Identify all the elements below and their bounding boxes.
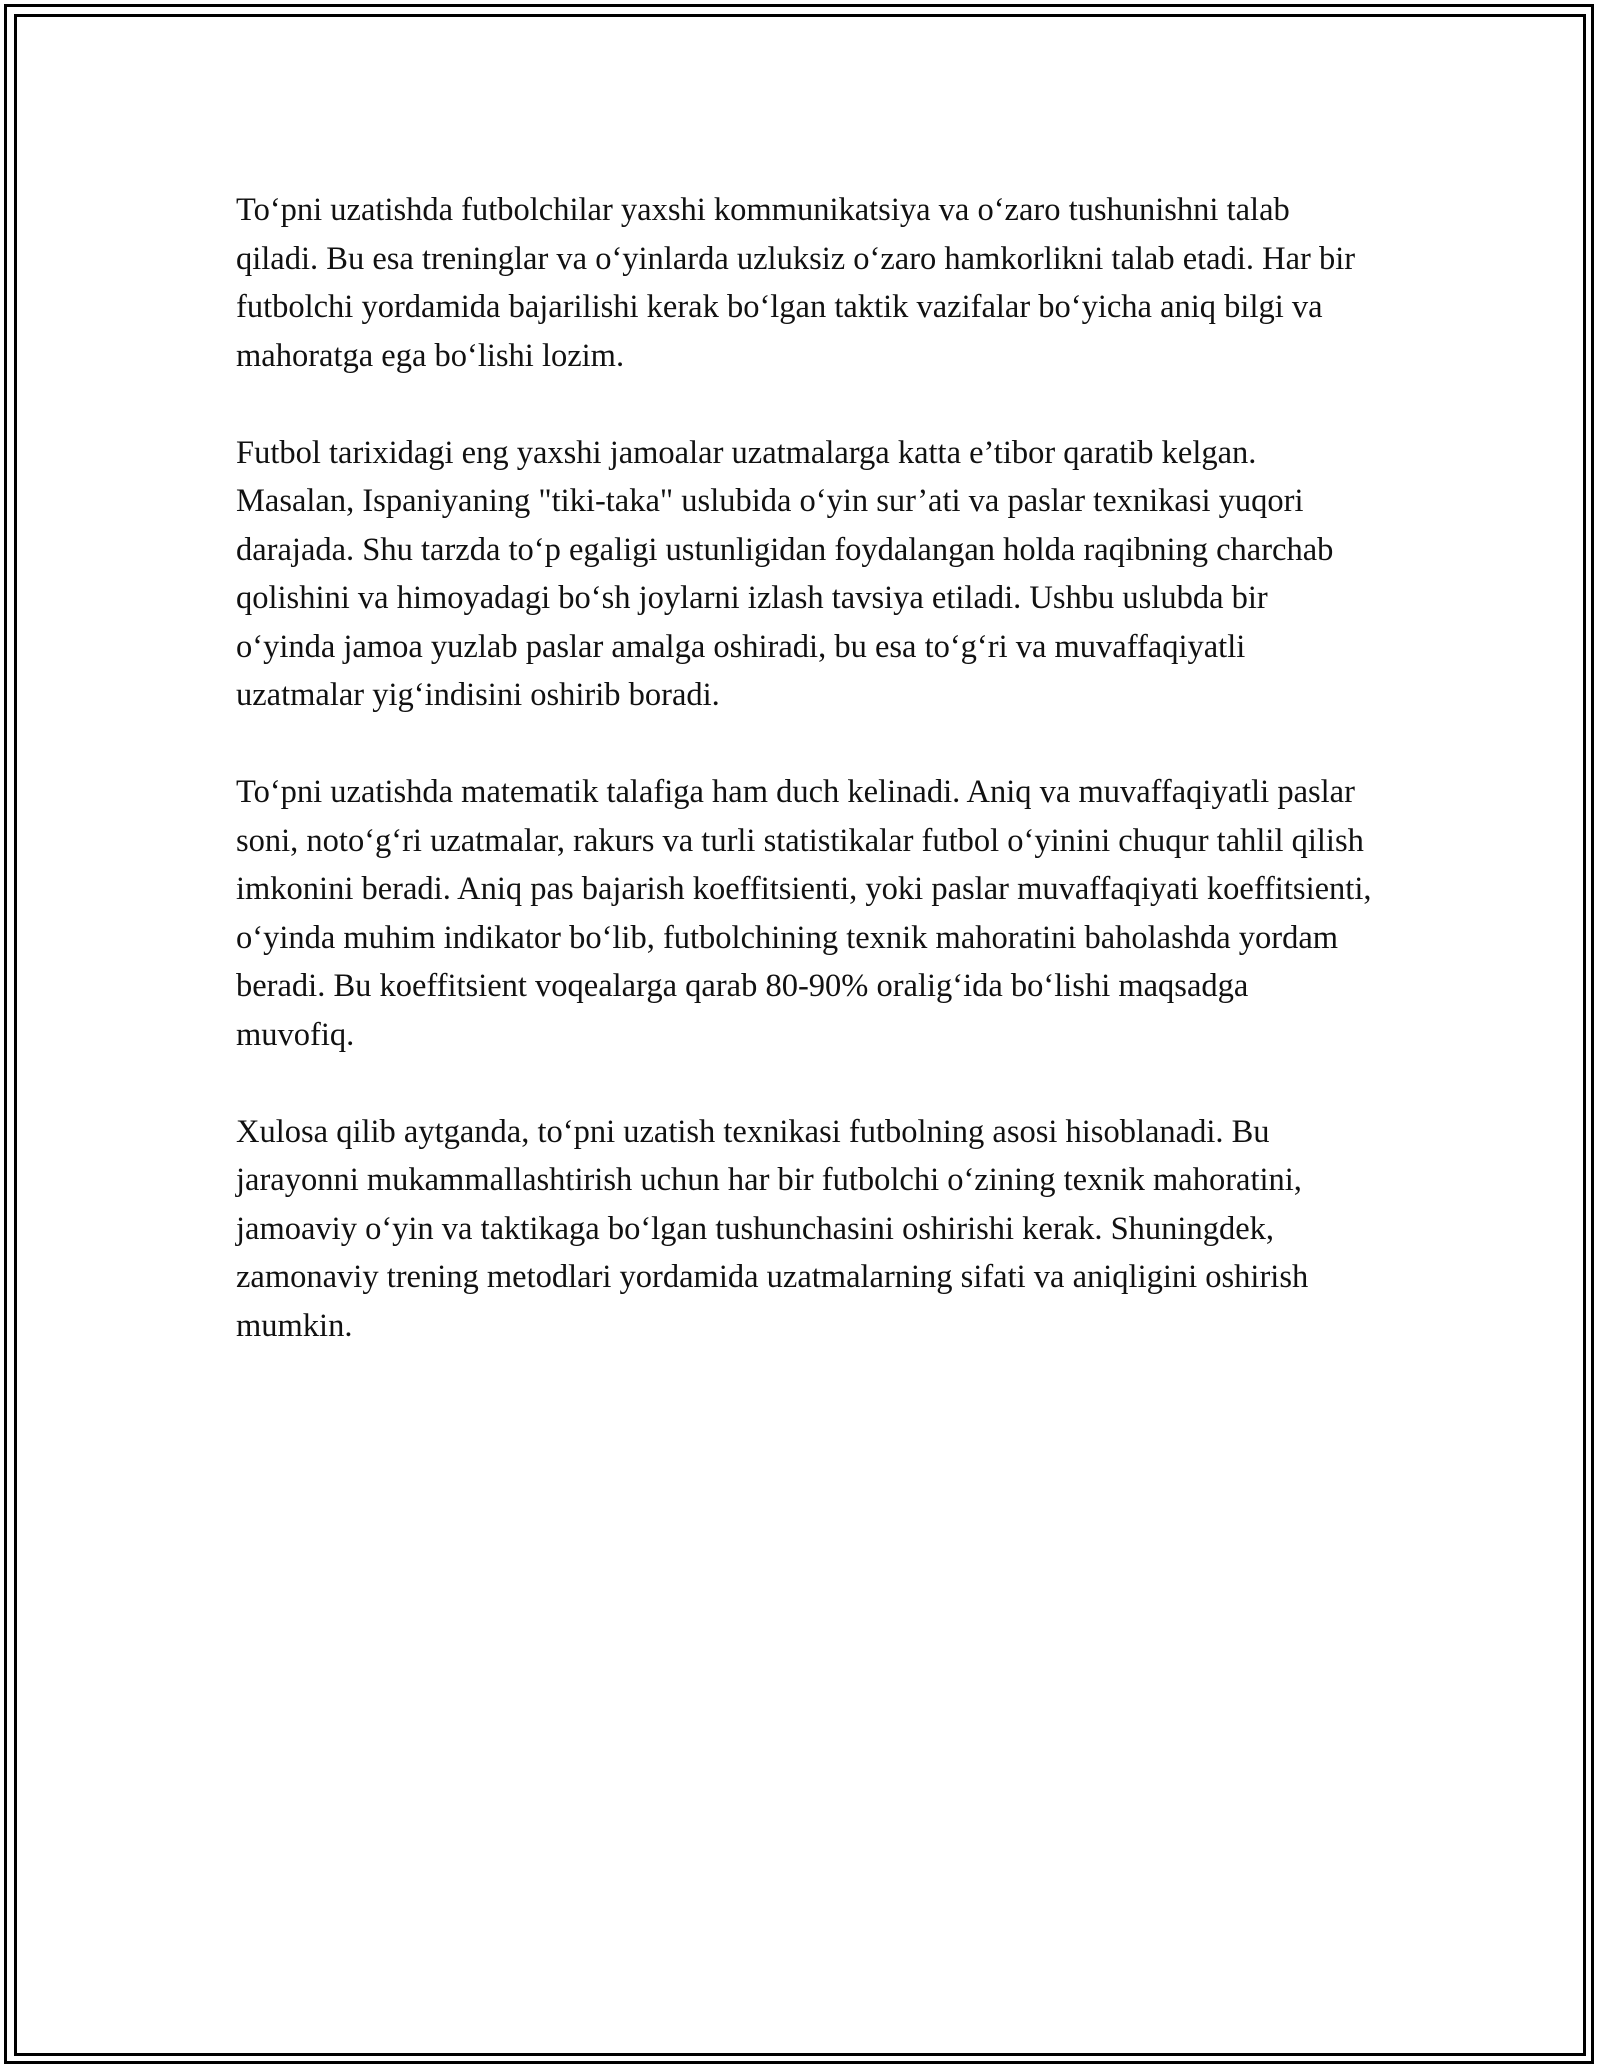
paragraph-2: Futbol tarixidagi eng yaxshi jamoalar uzatmalarga katta e’tibor qaratib kelgan. Masalan, Ispaniyaning "tiki-taka" uslubida o‘yin sur’ati va paslar texnikasi yuqori darajada. Shu tarzda to‘p egaligi ustunligidan foydalangan holda raqibning charchab qolishini va himoyadagi bo‘sh joylarni izlash tavsiya etiladi. Ushbu uslubda bir o‘yinda jamoa yuzlab paslar amalga oshiradi, bu esa to‘g‘ri va muvaffaqiyatli uzatmalar yig‘indisini oshirib boradi.	[236, 434, 1334, 713]
paragraph-1: To‘pni uzatishda futbolchilar yaxshi kommunikatsiya va o‘zaro tushunishni talab qiladi. Bu esa treninglar va o‘yinlarda uzluksiz o‘zaro hamkorlikni talab etadi. Har bir futbolchi yordamida bajarilishi kerak bo‘lgan taktik vazifalar bo‘yicha aniq bilgi va mahoratga ega bo‘lishi lozim.	[236, 192, 1356, 374]
paragraph-4: Xulosa qilib aytganda, to‘pni uzatish texnikasi futbolning asosi hisoblanadi. Bu jarayonni mukammallashtirish uchun har bir futbolchi o‘zining texnik mahoratini, jamoaviy o‘yin va taktikaga bo‘lgan tushunchasini oshirishi kerak. Shuningdek, zamonaviy trening metodlari yordamida uzatmalarning sifati va aniqligini oshirish mumkin.	[236, 1113, 1309, 1344]
paragraph-3: To‘pni uzatishda matematik talafiga ham duch kelinadi. Aniq va muvaffaqiyatli paslar soni, noto‘g‘ri uzatmalar, rakurs va turli statistikalar futbol o‘yinini chuqur tahlil qilish imkonini beradi. Aniq pas bajarish koeffitsienti, yoki paslar muvaffaqiyati koeffitsienti, o‘yinda muhim indikator bo‘lib, futbolchining texnik mahoratini baholashda yordam beradi. Bu koeffitsient voqealarga qarab 80-90% oralig‘ida bo‘lishi maqsadga muvofiq.	[236, 774, 1372, 1053]
document-body	[236, 186, 1372, 1350]
